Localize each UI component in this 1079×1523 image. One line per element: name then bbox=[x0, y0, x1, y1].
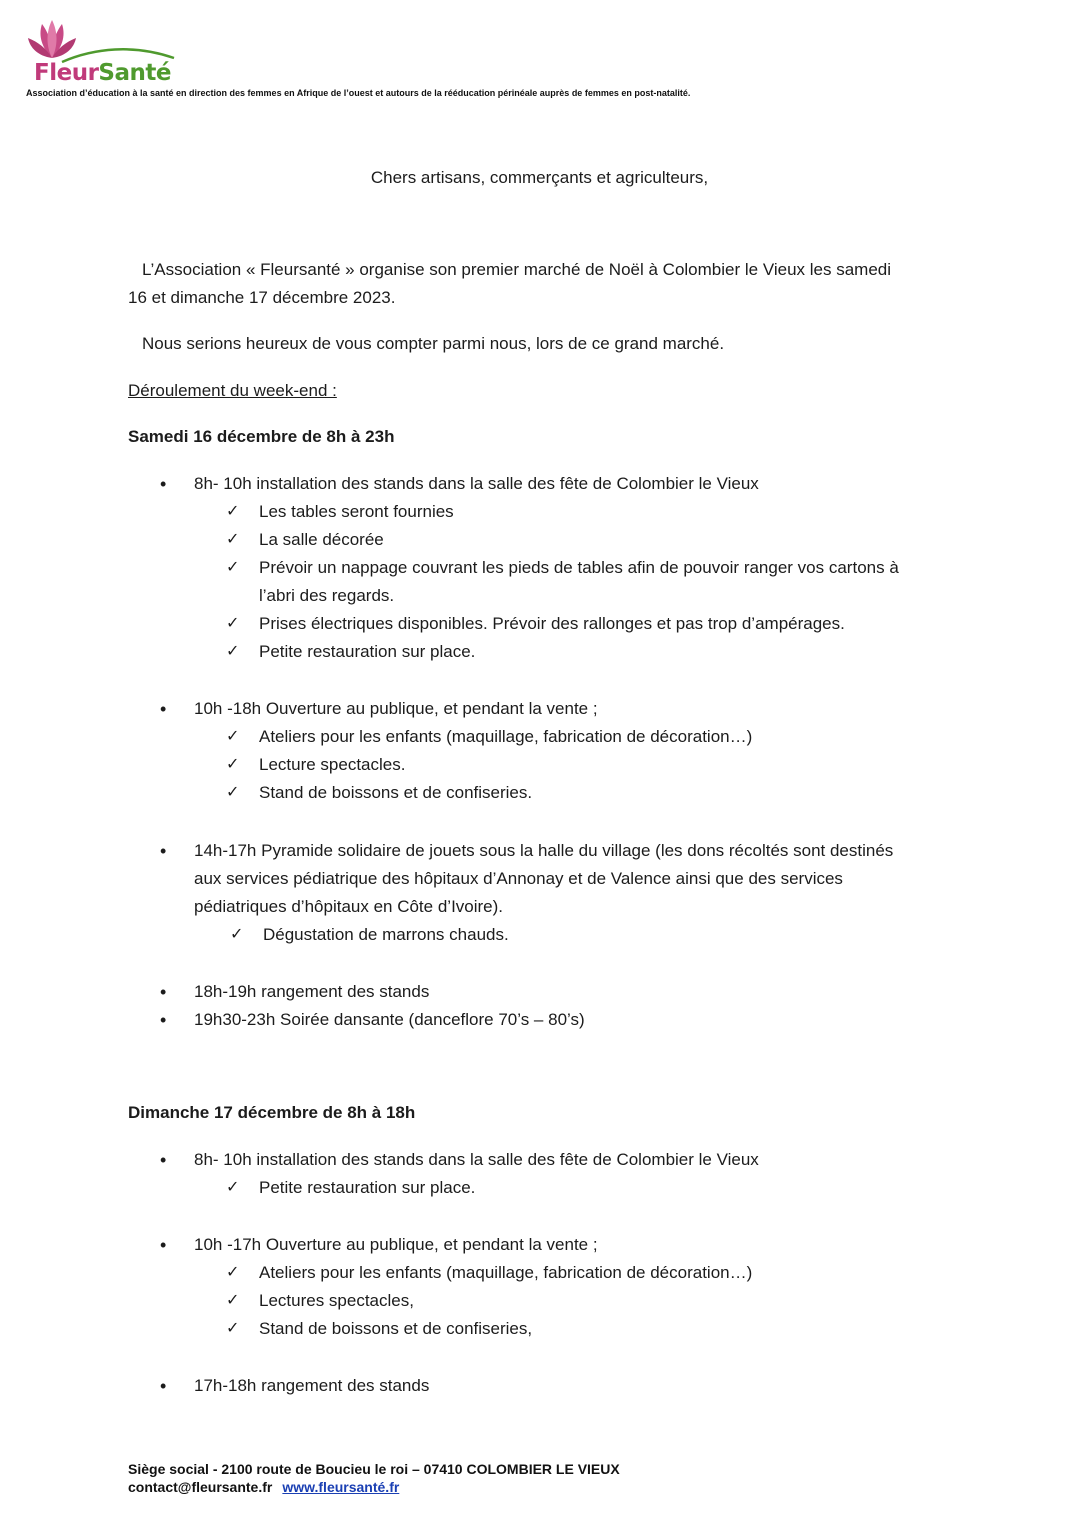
logo-sante: Santé bbox=[98, 60, 171, 86]
check-icon: ✓ bbox=[226, 531, 240, 548]
check-icon: ✓ bbox=[226, 756, 240, 773]
bullet-text: 18h-19h rangement des stands bbox=[194, 982, 430, 1001]
section-title: Déroulement du week-end : bbox=[128, 381, 337, 400]
check-icon: ✓ bbox=[226, 643, 240, 660]
check-text: Prévoir un nappage couvrant les pieds de tables afin de pouvoir ranger vos cartons à bbox=[259, 558, 899, 577]
bullet-text: 17h-18h rangement des stands bbox=[194, 1376, 430, 1395]
header bbox=[24, 18, 1064, 98]
logo-text bbox=[34, 60, 171, 86]
footer-address: Siège social - 2100 route de Boucieu le roi – 07410 COLOMBIER LE VIEUX bbox=[128, 1461, 620, 1477]
bullet-text-line: aux services pédiatrique des hôpitaux d’Annonay et de Valence ainsi que des services bbox=[194, 869, 843, 888]
bullet-icon: • bbox=[160, 982, 167, 1002]
check-text: l’abri des regards. bbox=[259, 586, 395, 605]
bullet-icon: • bbox=[160, 1010, 167, 1030]
bullet-text: 8h- 10h installation des stands dans la salle des fête de Colombier le Vieux bbox=[194, 474, 759, 493]
bullet-text bbox=[194, 837, 954, 921]
check-text: Les tables seront fournies bbox=[259, 502, 454, 521]
footer bbox=[128, 1460, 620, 1496]
intro-line-2: 16 et dimanche 17 décembre 2023. bbox=[128, 288, 396, 307]
check-text: Stand de boissons et de confiseries, bbox=[259, 1319, 533, 1338]
check-icon: ✓ bbox=[226, 1264, 240, 1281]
bullet-icon: • bbox=[160, 841, 167, 861]
intro-line-3: Nous serions heureux de vous compter parmi nous, lors de ce grand marché. bbox=[142, 334, 725, 353]
check-text: Ateliers pour les enfants (maquillage, fabrication de décoration…) bbox=[259, 727, 753, 746]
intro-paragraph bbox=[128, 256, 958, 312]
check-icon: ✓ bbox=[226, 503, 240, 520]
footer-email[interactable]: contact@fleursante.fr bbox=[128, 1479, 273, 1495]
check-text: Petite restauration sur place. bbox=[259, 1178, 476, 1197]
check-text: Prises électriques disponibles. Prévoir des rallonges et pas trop d’ampérages. bbox=[259, 614, 845, 633]
footer-website-link[interactable]: www.fleursanté.fr bbox=[282, 1479, 400, 1495]
bullet-text: 8h- 10h installation des stands dans la salle des fête de Colombier le Vieux bbox=[194, 1150, 759, 1169]
bullet-icon: • bbox=[160, 1150, 167, 1170]
logo-fleur: Fleur bbox=[34, 60, 99, 86]
bullet-text: 19h30-23h Soirée dansante (danceflore 70’s – 80’s) bbox=[194, 1010, 585, 1029]
bullet-text-line: 14h-17h Pyramide solidaire de jouets sous la halle du village (les dons récoltés sont destinés bbox=[194, 841, 894, 860]
check-icon: ✓ bbox=[226, 615, 240, 632]
check-icon: ✓ bbox=[226, 559, 240, 576]
logo bbox=[24, 18, 184, 88]
bullet-text: 10h -17h Ouverture au publique, et pendant la vente ; bbox=[194, 1235, 598, 1254]
bullet-icon: • bbox=[160, 1235, 167, 1255]
greeting: Chers artisans, commerçants et agriculteurs, bbox=[370, 168, 709, 187]
bullet-icon: • bbox=[160, 474, 167, 494]
check-icon: ✓ bbox=[226, 728, 240, 745]
check-text: Ateliers pour les enfants (maquillage, fabrication de décoration…) bbox=[259, 1263, 753, 1282]
lotus-flower-icon bbox=[24, 18, 184, 66]
check-text: La salle décorée bbox=[259, 530, 384, 549]
check-icon: ✓ bbox=[226, 1292, 240, 1309]
check-text: Stand de boissons et de confiseries. bbox=[259, 783, 533, 802]
tagline: Association d’éducation à la santé en direction des femmes en Afrique de l’ouest et autours de la rééducation périnéale auprès de femmes en post-natalité. bbox=[26, 88, 691, 98]
check-text: Lecture spectacles. bbox=[259, 755, 406, 774]
bullet-text-line: pédiatriques d’hôpitaux en Côte d’Ivoire). bbox=[194, 897, 504, 916]
check-icon: ✓ bbox=[226, 1320, 240, 1337]
footer-contact bbox=[128, 1478, 620, 1496]
check-text: Petite restauration sur place. bbox=[259, 642, 476, 661]
intro-line-1: L’Association « Fleursanté » organise son premier marché de Noël à Colombier le Vieux les samedi bbox=[142, 260, 892, 279]
check-text: Lectures spectacles, bbox=[259, 1291, 414, 1310]
bullet-icon: • bbox=[160, 1376, 167, 1396]
check-icon: ✓ bbox=[226, 784, 240, 801]
check-icon: ✓ bbox=[226, 1179, 240, 1196]
sunday-title: Dimanche 17 décembre de 8h à 18h bbox=[128, 1103, 416, 1122]
bullet-icon: • bbox=[160, 699, 167, 719]
check-text: Dégustation de marrons chauds. bbox=[263, 925, 509, 944]
check-icon: ✓ bbox=[230, 926, 244, 943]
saturday-title: Samedi 16 décembre de 8h à 23h bbox=[128, 427, 395, 446]
bullet-text: 10h -18h Ouverture au publique, et pendant la vente ; bbox=[194, 699, 598, 718]
